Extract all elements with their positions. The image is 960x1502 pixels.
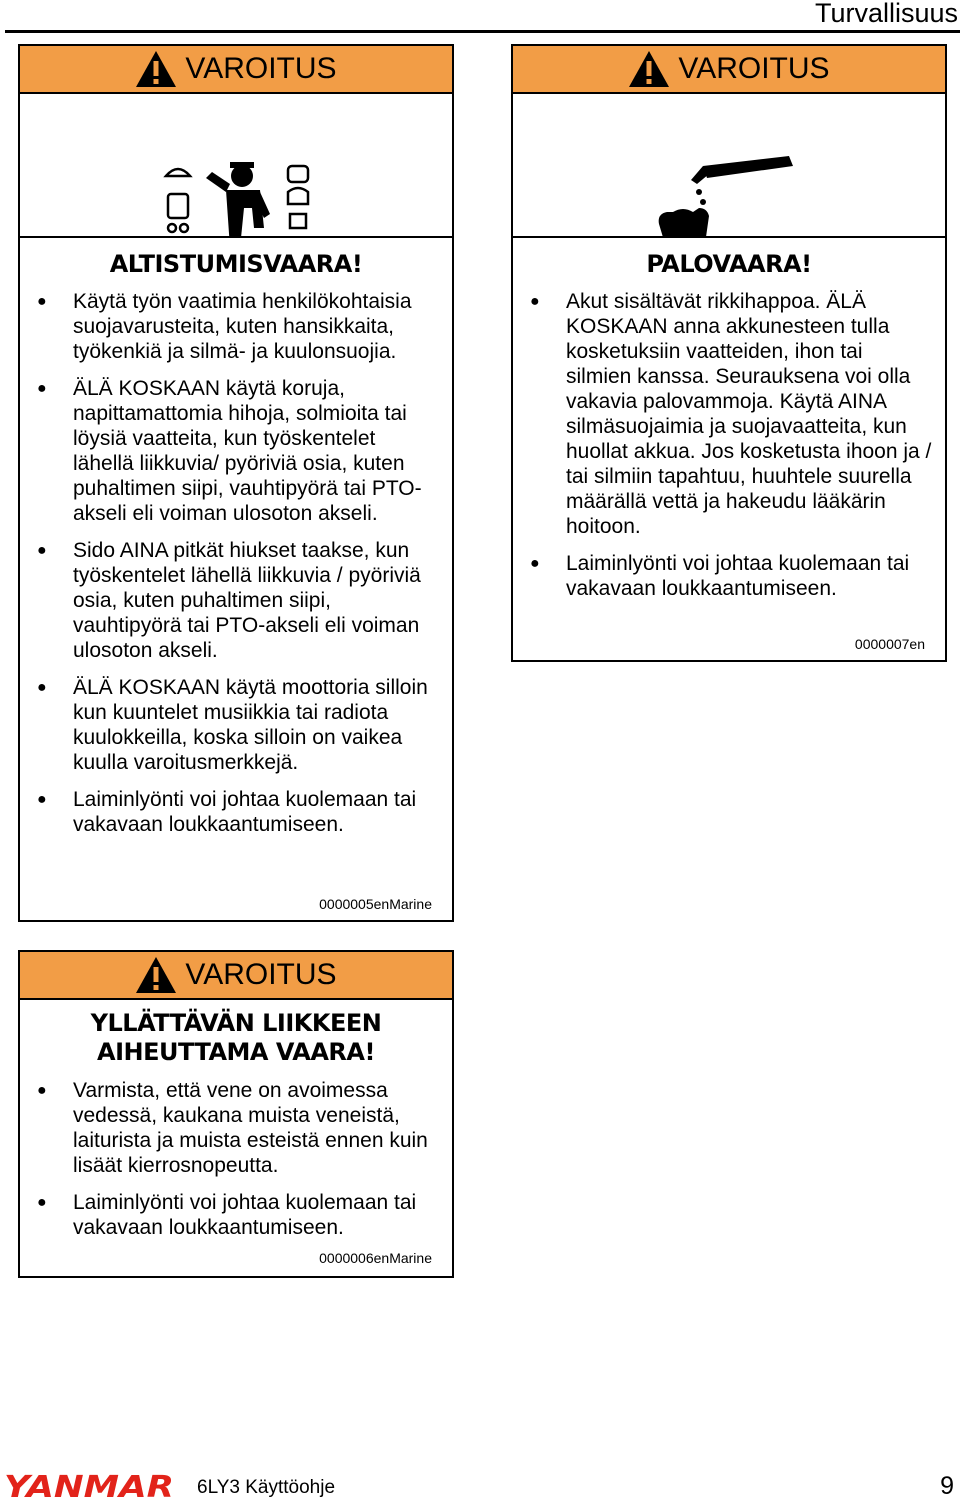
warning-box-burn — [511, 44, 947, 662]
header-rule — [5, 30, 960, 33]
hazard-title — [20, 1009, 452, 1067]
instruction-list — [20, 289, 440, 849]
list-item: ● Varmista, että vene on avoimessa vedessä, kaukana muista veneistä, laiturista ja muista esteistä ennen kuin lisäät kierrosnopeutta. — [37, 1079, 428, 1177]
message-code: 0000005enMarine — [319, 896, 432, 912]
hazard-title-line: AIHEUTTAMA VAARA! — [97, 1038, 375, 1066]
message-code: 0000006enMarine — [319, 1250, 432, 1266]
warning-triangle-icon — [135, 50, 177, 88]
warning-triangle-icon — [628, 50, 670, 88]
list-item: ● Laiminlyönti voi johtaa kuolemaan tai vakavaan loukkaantumiseen. — [530, 552, 910, 600]
warning-triangle-icon — [135, 956, 177, 994]
bullet-icon: ● — [530, 555, 540, 572]
list-item: ● Käytä työn vaatimia henkilökohtaisia suojavarusteita, kuten hansikkaita, työkenkiä ja silmä- ja kuulonsuojia. — [37, 290, 412, 363]
signal-header — [513, 46, 945, 94]
bullet-icon: ● — [37, 679, 47, 696]
section-title: Turvallisuus — [814, 0, 958, 28]
document-name: 6LY3 Käyttöohje — [197, 1477, 336, 1498]
bullet-icon: ● — [37, 380, 47, 397]
ppe-icon — [20, 92, 452, 236]
warning-box-exposure — [18, 44, 454, 922]
hazard-title: PALOVAARA! — [646, 250, 812, 278]
signal-word: VAROITUS — [185, 958, 337, 991]
signal-word: VAROITUS — [185, 52, 337, 85]
hazard-title-line: YLLÄTTÄVÄN LIIKKEEN — [90, 1009, 382, 1037]
bullet-icon: ● — [37, 1082, 47, 1099]
list-item: ● Sido AINA pitkät hiukset taakse, kun työskentelet lähellä liikkuvia / pyöriviä osia, kuten puhaltimen siipi, vauhtipyörä tai PTO-akseli eli voiman ulosoton akseli. — [37, 539, 421, 662]
message-code: 0000007en — [854, 636, 925, 652]
instruction-list — [513, 289, 933, 613]
bullet-icon: ● — [37, 542, 47, 559]
list-item: ● ÄLÄ KOSKAAN käytä moottoria silloin kun kuuntelet musiikkia tai radiota kuulokkeilla, koska silloin on vaikea kuulla varoitusmerkkejä. — [37, 676, 428, 774]
bullet-icon: ● — [37, 791, 47, 808]
signal-word: VAROITUS — [678, 52, 830, 85]
brand-text: YANMAR — [4, 1471, 174, 1501]
list-item: ● Akut sisältävät rikkihappoa. ÄLÄ KOSKAAN anna akkunesteen tulla kosketuksiin vaatteiden, ihon tai silmien kanssa. Seurauksena voi olla vakavia palovammoja. Käytä AINA silmäsuojaimia ja suojavaatteita, kun huollat akkua. Jos kosketusta ihoon ja / tai silmiin tapahtuu, huuhtele suurella määrällä vettä ja hakeudu lääkärin hoitoon. — [530, 290, 932, 538]
signal-header — [20, 46, 452, 94]
ppe-pictogram — [20, 92, 452, 238]
list-item: ● Laiminlyönti voi johtaa kuolemaan tai vakavaan loukkaantumiseen. — [37, 788, 417, 836]
bullet-icon: ● — [37, 293, 47, 310]
hazard-title: ALTISTUMISVAARA! — [109, 250, 363, 278]
list-item: ● Laiminlyönti voi johtaa kuolemaan tai vakavaan loukkaantumiseen. — [37, 1191, 417, 1239]
acid-hand-icon — [513, 92, 945, 236]
acid-pictogram — [513, 92, 945, 238]
list-item: ● ÄLÄ KOSKAAN käytä koruja, napittamattomia hihoja, solmioita tai löysiä vaatteita, kun työskentelet lähellä liikkuvia/ pyöriviä osia, kuten puhaltimen siipi, vauhtipyörä tai PTO-akseli eli voiman ulosoton akseli. — [37, 377, 422, 525]
warning-box-movement — [18, 950, 454, 1278]
bullet-icon: ● — [530, 293, 540, 310]
yanmar-logo — [4, 1471, 180, 1501]
signal-header — [20, 952, 452, 1000]
instruction-list — [20, 1078, 440, 1252]
page-number: 9 — [940, 1472, 954, 1500]
bullet-icon: ● — [37, 1194, 47, 1211]
